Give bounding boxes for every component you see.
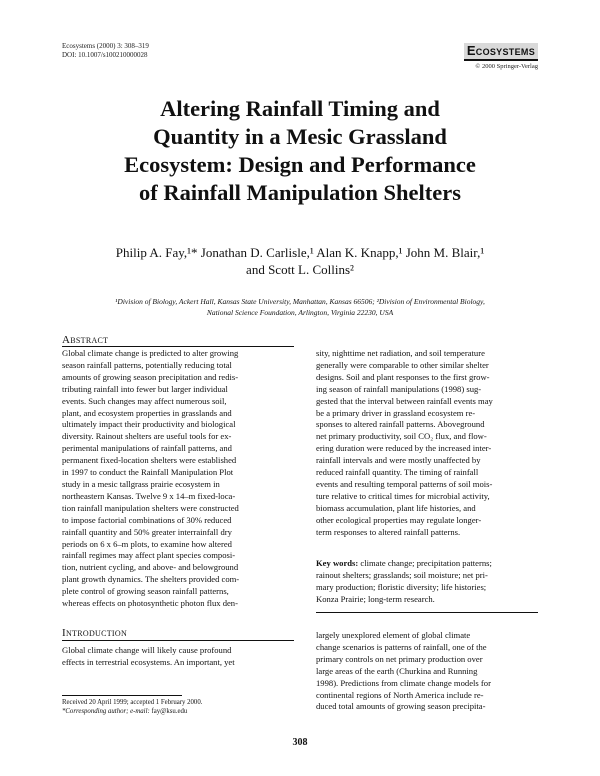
- journal-line: Ecosystems (2000) 3: 308–319: [62, 42, 149, 50]
- corresponding-label: *Corresponding author; e-mail:: [62, 708, 150, 715]
- abstract-line: generally were comparable to other similar shelter: [316, 359, 489, 370]
- abstract-line: ing season of rainfall manipulations (1998) sug-: [316, 383, 482, 394]
- abstract-line: plete control of growing season rainfall patterns,: [62, 586, 229, 597]
- article-title: [0, 95, 600, 207]
- abstract-line: periods on 6 x 6–m plots, to examine how altered: [62, 538, 232, 549]
- keywords-rule: [316, 612, 538, 613]
- authors-line-2: and Scott L. Collins²: [246, 262, 354, 277]
- abstract-line: reduced rainfall quantity. The timing of rainfall: [316, 467, 479, 478]
- page-number: 308: [292, 737, 308, 748]
- keywords-block: [316, 558, 538, 606]
- abstract-line: events. Such changes may affect numerous soil,: [62, 395, 227, 406]
- abstract-line: be a primary driver in grassland ecosystem re-: [316, 407, 476, 418]
- abstract-line: Global climate change is predicted to alter growing: [62, 348, 239, 358]
- authors-line-1: Philip A. Fay,¹* Jonathan D. Carlisle,¹ Alan K. Knapp,¹ John M. Blair,¹: [115, 245, 485, 260]
- intro-line: primary controls on net primary production over: [316, 653, 483, 664]
- abstract-line: plant, and ecosystem properties in grasslands and: [62, 407, 232, 418]
- keywords-line: Konza Prairie; long-term research.: [316, 593, 435, 604]
- abstract-line: amounts of growing season precipitation and redis-: [62, 371, 239, 382]
- keywords-line: rainout shelters; grasslands; soil moisture; net pri-: [316, 569, 488, 580]
- abstract-line: rainfall intervals and were mostly unaffected by: [316, 455, 481, 466]
- introduction-rule: [62, 640, 294, 641]
- abstract-line: plant growth dynamics. The shelters provided com-: [62, 574, 240, 585]
- abstract-line: ering duration were reduced by the increased inter-: [316, 443, 492, 454]
- copyright: © 2000 Springer-Verlag: [475, 63, 538, 70]
- intro-line: Global climate change will likely cause profound: [62, 645, 232, 655]
- affiliation-line-2: National Science Foundation, Arlington, Virginia 22230, USA: [206, 308, 394, 317]
- intro-line: duced total amounts of growing season precipita-: [316, 701, 486, 712]
- intro-line: change scenarios is patterns of rainfall, one of the: [316, 641, 487, 652]
- logo-text: Ecosystems: [464, 43, 538, 61]
- intro-line: largely unexplored element of global climate: [316, 630, 471, 640]
- abstract-line: permanent fixed-location shelters were established: [62, 455, 237, 466]
- intro-line: 1998). Predictions from climate change models for: [316, 677, 491, 688]
- abstract-line: in 1997 to conduct the Rainfall Manipulation Plot: [62, 467, 234, 478]
- title-line: Ecosystem: Design and Performance: [124, 152, 476, 177]
- abstract-line: biomass accumulation, plant life histories, and: [316, 502, 476, 513]
- intro-line: continental regions of North America include re-: [316, 689, 484, 700]
- footnote-rule: [62, 695, 182, 696]
- journal-logo: [464, 40, 538, 70]
- abstract-rule: [62, 346, 294, 347]
- abstract-line: season rainfall patterns, potentially reducing total: [62, 359, 232, 370]
- abstract-line: study in a mesic tallgrass prairie ecosystem in: [62, 478, 220, 489]
- abstract-line: to impose factorial combinations of 30% reduced: [62, 514, 232, 525]
- abstract-line: other ecological properties may regulate longer-: [316, 514, 482, 525]
- abstract-line: designs. Soil and plant responses to the first grow-: [316, 371, 490, 382]
- author-email[interactable]: fay@ksu.edu: [151, 708, 188, 715]
- abstract-line: tion, nutrient cycling, and above- and belowground: [62, 562, 239, 573]
- title-line: Quantity in a Mesic Grassland: [153, 124, 447, 149]
- abstract-line: ultimately impact their productivity and biological: [62, 419, 236, 430]
- corresponding-author: [62, 707, 294, 716]
- footnotes: [62, 698, 294, 716]
- abstract-line: sity, nighttime net radiation, and soil temperature: [316, 348, 485, 358]
- introduction-column-2: [316, 630, 538, 713]
- abstract-line: events and resulting temporal patterns of soil mois-: [316, 478, 493, 489]
- abstract-line: northeastern Kansas. Twelve 9 x 14–m fixed-loca-: [62, 490, 236, 501]
- abstract-line: whereas effects on photosynthetic photon flux den-: [62, 598, 238, 609]
- introduction-column-1: [62, 645, 294, 669]
- title-line: of Rainfall Manipulation Shelters: [139, 180, 461, 205]
- abstract-line: term responses to altered rainfall patterns.: [316, 526, 461, 537]
- intro-line: large areas of the earth (Churkina and Running: [316, 665, 478, 676]
- abstract-line: rainfall quantity and 50% greater interrainfall dry: [62, 526, 232, 537]
- abstract-column-1: [62, 348, 294, 610]
- abstract-line: sponses to altered rainfall patterns. Aboveground: [316, 419, 485, 430]
- received-dates: Received 20 April 1999; accepted 1 February 2000.: [62, 699, 203, 706]
- intro-line: effects in terrestrial ecosystems. An important, yet: [62, 656, 235, 667]
- abstract-line: net primary productivity, soil CO₂ flux, and flow-: [316, 431, 487, 442]
- author-list: [0, 244, 600, 278]
- abstract-line: perimental manipulations of rainfall patterns, and: [62, 443, 232, 454]
- title-line: Altering Rainfall Timing and: [160, 96, 440, 121]
- abstract-line: rainfall regimes may affect plant species composi-: [62, 550, 236, 561]
- keywords-label: Key words:: [316, 558, 359, 568]
- doi-line: DOI: 10.1007/s100210000028: [62, 51, 148, 59]
- abstract-line: diversity. Rainout shelters are useful tools for ex-: [62, 431, 232, 442]
- affiliation-line-1: ¹Division of Biology, Ackert Hall, Kansas State University, Manhattan, Kansas 66506; ²Division of Environmental Biology,: [115, 297, 485, 306]
- affiliations: [62, 296, 538, 318]
- abstract-column-2: [316, 348, 538, 539]
- abstract-line: tributing rainfall into fewer but larger individual: [62, 383, 228, 394]
- journal-citation: [62, 42, 149, 60]
- abstract-line: gested that the interval between rainfall events may: [316, 395, 493, 406]
- introduction-heading: Introduction: [62, 627, 128, 639]
- keywords-line: mary production; floristic diversity; life histories;: [316, 581, 487, 592]
- abstract-heading: Abstract: [62, 334, 109, 346]
- abstract-line: tion rainfall manipulation shelters were constructed: [62, 502, 239, 513]
- abstract-line: ture relative to critical times for microbial activity,: [316, 490, 490, 501]
- keywords-line: climate change; precipitation patterns;: [360, 558, 492, 568]
